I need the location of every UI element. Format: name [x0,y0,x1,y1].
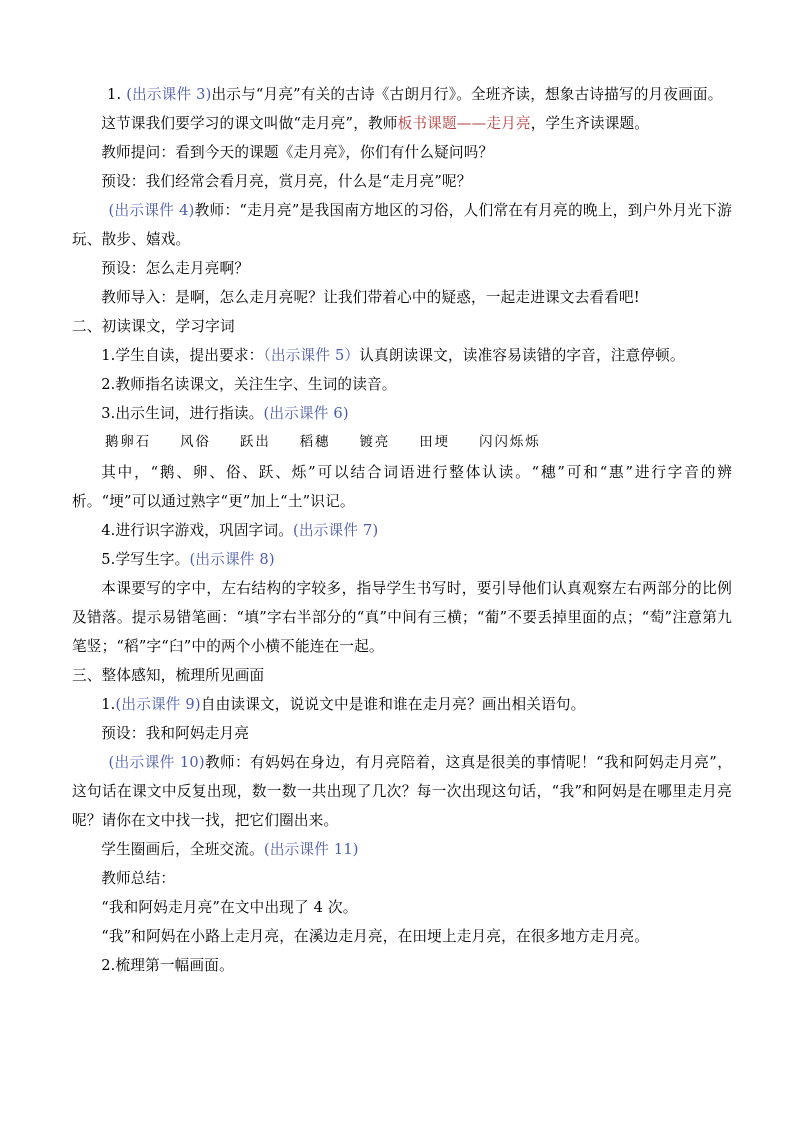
paragraph-6: 预设：怎么走月亮啊？ [101,260,250,277]
paragraph-1: 1. (出示课件 3)出示与“月亮”有关的古诗《古朗月行》。全班齐读，想象古诗描写的月夜画面。 [107,86,723,103]
courseware-ref: (出示课件 6) [263,405,349,422]
paragraph-4: 预设：我们经常会看月亮，赏月亮，什么是“走月亮”呢？ [101,173,472,190]
paragraph-3: 教师提问：看到今天的课题《走月亮》，你们有什么疑问吗？ [101,144,494,161]
paragraph-14: 本课要写的字中，左右结构的字较多，指导学生书写时，要引导他们认真观察左右两部分的比例及错落。提示易错笔画：“填”字右半部分的“真”中间有三横；“葡”不要丢掉里面的点；“萄”注意第九笔竖；“稻”字“臼”中的两个小横不能连在一起。 [72,580,732,655]
courseware-ref: (出示课件 7) [293,522,379,539]
courseware-ref: （出示课件 5） [263,347,360,364]
paragraph-18: 学生圈画后，全班交流。(出示课件 11) [101,841,359,858]
paragraph-12: 4.进行识字游戏，巩固字词。(出示课件 7) [101,522,379,539]
vocab-word: 镀亮 [359,435,391,450]
courseware-ref: (出示课件 10) [108,754,205,771]
vocab-word: 稻穗 [299,435,331,450]
document-body [72,80,732,980]
paragraph-15: 1.(出示课件 9)自由读课文，说说文中是谁和谁在走月亮？画出相关语句。 [101,696,586,713]
paragraph-20: “我和阿妈走月亮”在文中出现了 4 次。 [101,899,358,916]
paragraph-2: 这节课我们要学习的课文叫做“走月亮”，教师板书课题——走月亮，学生齐读课题。 [101,115,650,132]
courseware-ref: (出示课件 4) [108,202,195,219]
paragraph-17: (出示课件 10)教师：有妈妈在身边，有月亮陪着，这真是很美的事情呢！“我和阿妈走月亮”，这句话在课文中反复出现，数一数一共出现了几次？每一次出现这句话，“我”和阿妈是在哪里走月亮呢？请你在文中找一找，把它们圈出来。 [72,754,732,829]
paragraph-9: 2.教师指名读课文，关注生字、生词的读音。 [101,376,397,393]
paragraph-8: 1.学生自读，提出要求：（出示课件 5）认真朗读课文，读准容易读错的字音，注意停顿。 [101,347,685,364]
paragraph-13: 5.学写生字。(出示课件 8) [101,551,275,568]
courseware-ref: (出示课件 3) [126,86,212,103]
vocab-word: 跃出 [239,435,271,450]
paragraph-7: 教师导入：是啊，怎么走月亮呢？让我们带着心中的疑惑，一起走进课文去看看吧! [101,289,640,306]
courseware-ref: (出示课件 11) [263,841,359,858]
vocab-word: 田埂 [419,435,451,450]
section-heading-2: 二、初读课文，学习字词 [72,318,235,335]
board-title-highlight: 板书课题——走月亮 [397,115,531,132]
paragraph-16: 预设：我和阿妈走月亮 [101,725,250,742]
courseware-ref: (出示课件 9) [115,696,201,713]
vocabulary-list [72,428,732,458]
courseware-ref: (出示课件 8) [189,551,275,568]
paragraph-21: “我”和阿妈在小路上走月亮，在溪边走月亮，在田埂上走月亮，在很多地方走月亮。 [101,928,650,945]
paragraph-19: 教师总结： [101,870,176,887]
vocab-word: 风俗 [180,435,211,450]
paragraph-11: 其中，“鹅、卵、俗、跃、烁”可以结合词语进行整体认读。“穗”可和“惠”进行字音的辨析。“埂”可以通过熟字“更”加上“土”识记。 [72,464,732,510]
paragraph-5: (出示课件 4)教师：“走月亮”是我国南方地区的习俗，人们常在有月亮的晚上，到户外月光下游玩、散步、嬉戏。 [72,202,732,248]
paragraph-22: 2.梳理第一幅画面。 [101,957,234,974]
paragraph-10: 3.出示生词，进行指读。(出示课件 6) [101,405,349,422]
section-heading-3: 三、整体感知，梳理所见画面 [72,667,265,684]
vocab-word: 闪闪烁烁 [479,435,541,450]
vocab-word: 鹅卵石 [105,435,152,450]
